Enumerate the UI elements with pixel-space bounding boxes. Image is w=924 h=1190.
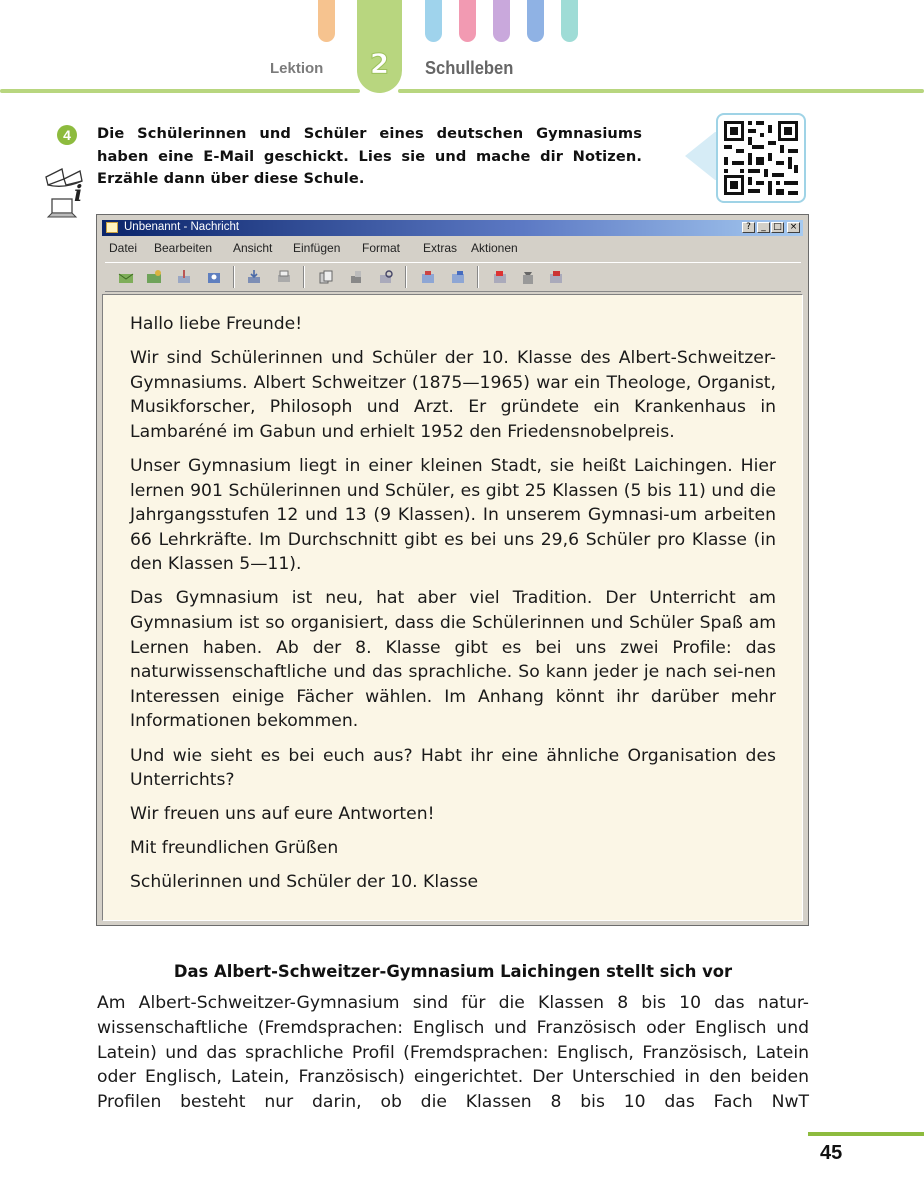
email-closing: Mit freundlichen Grüßen: [130, 838, 339, 859]
toolbar: [105, 262, 801, 292]
header-tab-purple: [493, 0, 510, 42]
mail-icon[interactable]: [419, 268, 437, 286]
task-instruction: Die Schülerinnen und Schüler eines deutschen Gymnasiums haben eine E-Mail geschickt. Lies sie und mache dir Notizen. Erzähle dann über diese Schule.: [97, 125, 642, 187]
menu-einfuegen[interactable]: Einfügen: [293, 241, 341, 255]
send-icon[interactable]: [117, 268, 135, 286]
save-icon[interactable]: [245, 268, 263, 286]
task-number: 4: [57, 125, 77, 145]
close-button[interactable]: ×: [787, 222, 800, 233]
minimize-button[interactable]: _: [757, 222, 770, 233]
send-receive-icon[interactable]: [145, 268, 163, 286]
qr-code-icon[interactable]: [716, 113, 806, 203]
section-label: Schulleben: [425, 58, 514, 78]
article-title: Das Albert-Schweitzer-Gymnasium Laichingen stellt sich vor: [173, 962, 733, 981]
address-icon[interactable]: [205, 268, 223, 286]
copy-icon[interactable]: [317, 268, 335, 286]
header-tab-blue: [425, 0, 442, 42]
header-rule-left: [0, 89, 360, 93]
forward-icon[interactable]: [547, 268, 565, 286]
help-button[interactable]: ?: [742, 222, 755, 233]
toolbar-separator: [405, 266, 407, 288]
maximize-button[interactable]: □: [771, 222, 784, 233]
menu-datei[interactable]: Datei: [109, 241, 138, 255]
delete-icon[interactable]: [519, 268, 537, 286]
task-icons: [44, 155, 84, 231]
toolbar-separator: [303, 266, 305, 288]
laptop-icon: [48, 199, 76, 217]
email-paragraph: Wir freuen uns auf eure Antworten!: [130, 804, 435, 825]
svg-text:i: i: [74, 181, 83, 207]
email-signature: Schülerinnen und Schüler der 10. Klasse: [130, 872, 479, 893]
cut-icon[interactable]: [347, 268, 365, 286]
email-paragraph: Das Gymnasium ist neu, hat aber viel Tradition. Der Unterricht am Gymnasium ist so organisiert, dass die Schülerinnen und Schüler Spaß am Lernen haben. Ab der 8. Klasse gibt es bei uns zwei Profile: das naturwissenschaftliche und das sprachliche. So kann jeder je nach sei-nen Interessen einige Fächer wählen. Im Anhang könnt ihr darüber mehr Informationen bekommen.: [130, 588, 776, 732]
mail-reply-icon[interactable]: [449, 268, 467, 286]
window-title: Unbenannt - Nachricht: [124, 221, 240, 233]
attach-icon[interactable]: [175, 268, 193, 286]
header-tab-orange: [318, 0, 335, 42]
info-icon: [74, 181, 82, 207]
email-message: [130, 312, 776, 904]
email-paragraph: Wir sind Schülerinnen und Schüler der 10. Klasse des Albert-Schweitzer-Gymnasiums. Albert Schweitzer (1875—1965) war ein Theologe, Organist, Musikforscher, Philosoph und Arzt. Er gründete ein Krankenhaus in Lambaréné im Gabun und erhielt 1952 den Friedensnobelpreis.: [130, 348, 776, 442]
lesson-number: 2: [369, 47, 390, 80]
article-text: Am Albert-Schweitzer-Gymnasium sind für die Klassen 8 bis 10 das natur-wissenschaftliche (Fremdsprachen: Englisch und Französisch oder Englisch und Latein) und das sprachliche Profil (Fremdsprachen: Englisch, Französisch, Latein oder Englisch, Latein, Französisch) eingerichtet. Der Unterschied in den beiden Profilen besteht nur darin, ob die Klassen 8 bis 10 das Fach NwT: [97, 993, 809, 1113]
lektion-label: Lektion: [270, 60, 324, 77]
menu-bearbeiten[interactable]: Bearbeiten: [154, 241, 213, 255]
print-icon[interactable]: [275, 268, 293, 286]
email-greeting: Hallo liebe Freunde!: [130, 314, 303, 334]
header-tab-teal: [561, 0, 578, 42]
find-icon[interactable]: [377, 268, 395, 286]
window-titlebar: [102, 220, 803, 236]
email-paragraph: Unser Gymnasium liegt in einer kleinen Stadt, sie heißt Laichingen. Hier lernen 901 Schülerinnen und Schüler, es gibt 25 Klassen (5 bis 11) und die Jahrgangsstufen 12 und 13 (9 Klassen). In unserem Gymnasi-um arbeiten 66 Lehrkräfte. Im Durchschnitt gibt es bei uns 29,6 Schüler pro Klasse (in den Klassen 5—11).: [130, 455, 776, 575]
message-icon: [106, 222, 118, 233]
header-tab-periwinkle: [527, 0, 544, 42]
toolbar-separator: [233, 266, 235, 288]
flag-icon[interactable]: [491, 268, 509, 286]
menu-ansicht[interactable]: Ansicht: [233, 241, 273, 255]
menu-format[interactable]: Format: [362, 241, 401, 255]
email-paragraph: Und wie sieht es bei euch aus? Habt ihr eine ähnliche Organisation des Unterrichts?: [130, 745, 776, 791]
header-rule-right: [398, 89, 924, 93]
page-number: 45: [820, 1142, 843, 1164]
menu-aktionen[interactable]: Aktionen: [471, 241, 518, 255]
toolbar-separator: [477, 266, 479, 288]
menu-extras[interactable]: Extras: [423, 241, 458, 255]
header-tab-pink: [459, 0, 476, 42]
footer-rule: [808, 1132, 924, 1136]
